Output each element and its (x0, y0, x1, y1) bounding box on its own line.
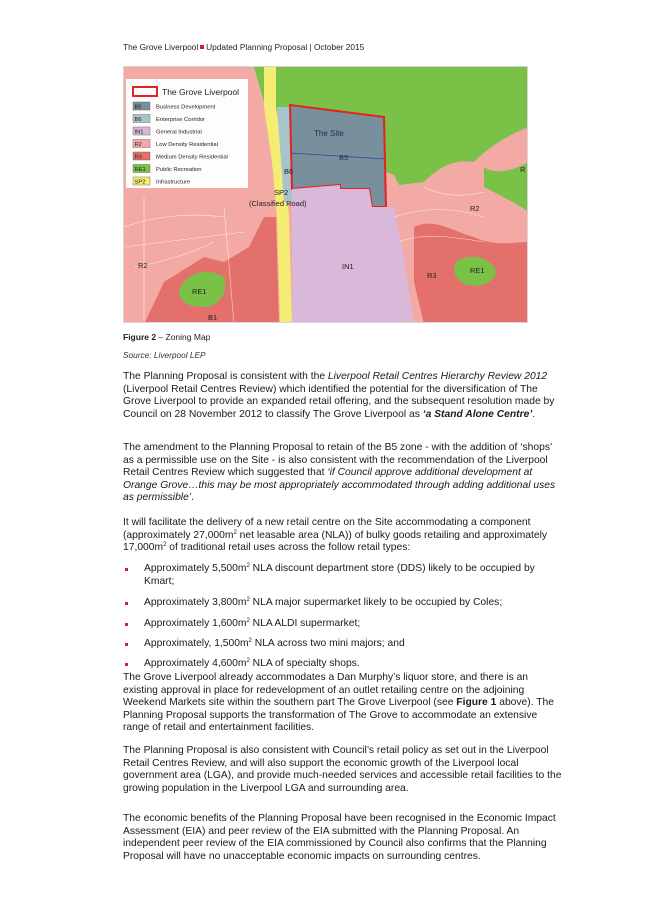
legend-label-r3: Medium Density Residential (156, 154, 228, 161)
legend-label-b5: Business Development (156, 104, 216, 111)
map-label-sp2: SP2 (274, 188, 289, 197)
legend-title: The Grove Liverpool (162, 87, 240, 97)
header-title: The Grove Liverpool (123, 42, 199, 52)
zoning-map (123, 66, 528, 323)
figure-source: Source: Liverpool LEP (123, 350, 206, 360)
paragraph-1: The Planning Proposal is consistent with the Liverpool Retail Centres Hierarchy Review 2012 (Liverpool Retail Centres Review) which identified the potential for the diversification of The Grove Liverpool to provide an expanded retail offering, and the subsequent resolution made by Council on 28 November 2012 to classify The Grove Liverpool as ‘a Stand Alone Centre’. (123, 371, 555, 420)
map-label-r2-right: R2 (470, 204, 480, 213)
header-separator-square (200, 45, 204, 49)
legend-label-re1: Public Recreation (156, 167, 202, 173)
paragraph-2: The amendment to the Planning Proposal to retain of the B5 zone - with the addition of ‘shops’ as a permissible use on the Site - is also consistent with the recommendation of the Liverpool Retail Centres Review which suggested that ‘if Council approve additional development at Orange Grove…this may be most appropriately accommodated through adding additional uses as permissible’. (123, 442, 556, 504)
map-label-b6: B6 (284, 167, 294, 176)
list-item: Approximately $5,500m^2$ NLA discount department store (DDS) likely to be occupied by Kmart; (123, 563, 563, 588)
bullet-square (125, 602, 128, 605)
legend-label-r2: Low Density Residential (156, 142, 218, 148)
map-label-r-edge: R (520, 165, 526, 174)
figure-label: Figure 2 (123, 332, 157, 342)
map-label-site: The Site (314, 129, 344, 138)
bullet-square (125, 568, 128, 571)
list-item: Approximately $1,600m^2$ NLA ALDI supermarket; (123, 618, 563, 631)
bullet-square (125, 623, 128, 626)
map-label-r2-left: R2 (138, 261, 148, 270)
map-label-b1: B1 (208, 313, 218, 322)
legend-code-in1: IN1 (134, 129, 144, 136)
map-label-r3: R3 (427, 271, 437, 280)
map-label-b5: B5 (339, 153, 349, 162)
figure-caption-text: – Zoning Map (156, 332, 211, 342)
map-label-re1-left: RE1 (192, 287, 207, 296)
list-item: Approximately, $1,500m^2$ NLA across two mini majors; and (123, 638, 563, 651)
map-label-re1-right: RE1 (470, 266, 485, 275)
paragraph-6: The economic benefits of the Planning Proposal have been recognised in the Economic Impact Assessment (EIA) and peer review of the EIA submitted with the Planning Proposal. An independent peer review of the EIA commissioned by Council also confirms that the Planning Proposal will have no unacceptable economic impacts on surrounding centres. (123, 813, 556, 862)
legend-code-b6: B6 (134, 117, 142, 123)
legend-code-r2: R2 (134, 142, 142, 148)
legend-label-in1: General Industrial (156, 129, 202, 136)
bullet-square (125, 663, 128, 666)
list-item: Approximately $4,600m^2$ NLA of specialty shops. (123, 658, 563, 671)
paragraph-4: The Grove Liverpool already accommodates a Dan Murphy’s liquor store, and there is an existing approval in place for redevelopment of an outlet retailing centre on the adjoining Weekend Markets site within the southern part The Grove Liverpool (see Figure 1 above). The Planning Proposal supports the transformation of The Grove to accommodate an extensive range of retail and entertainment facilities. (123, 672, 554, 734)
paragraph-3: It will facilitate the delivery of a new retail centre on the Site accommodating a component (approximately $27,000m^2$ net leasable area (NLA)) of bulky goods retailing and approximately $17,000m^2$ of traditional retail uses across the follow retail types: (123, 517, 548, 554)
paragraph-5: The Planning Proposal is also consistent with Council’s retail policy as set out in the Liverpool Retail Centres Review, and will also support the economic growth of the Liverpool local government area (LGA), and provide much-needed services and accessible retail facilities to the growing population in the Liverpool LGA and surrounding area. (123, 745, 562, 794)
legend-label-b6: Enterprise Corridor (156, 117, 205, 123)
page-header (123, 42, 364, 52)
figure-caption (123, 332, 210, 342)
header-subtitle: Updated Planning Proposal | October 2015 (206, 42, 365, 52)
legend-code-sp2: SP2 (134, 179, 146, 186)
bullet-square (125, 643, 128, 646)
legend-code-re1: RE1 (134, 167, 146, 173)
map-label-classified-road: (Classified Road) (249, 199, 307, 208)
map-label-in1: IN1 (342, 262, 354, 271)
legend-code-b5: B5 (134, 104, 142, 111)
legend-code-r3: R3 (134, 154, 142, 161)
list-item: Approximately $3,800m^2$ NLA major supermarket likely to be occupied by Coles; (123, 597, 563, 610)
legend-label-sp2: Infrastructure (156, 179, 191, 186)
